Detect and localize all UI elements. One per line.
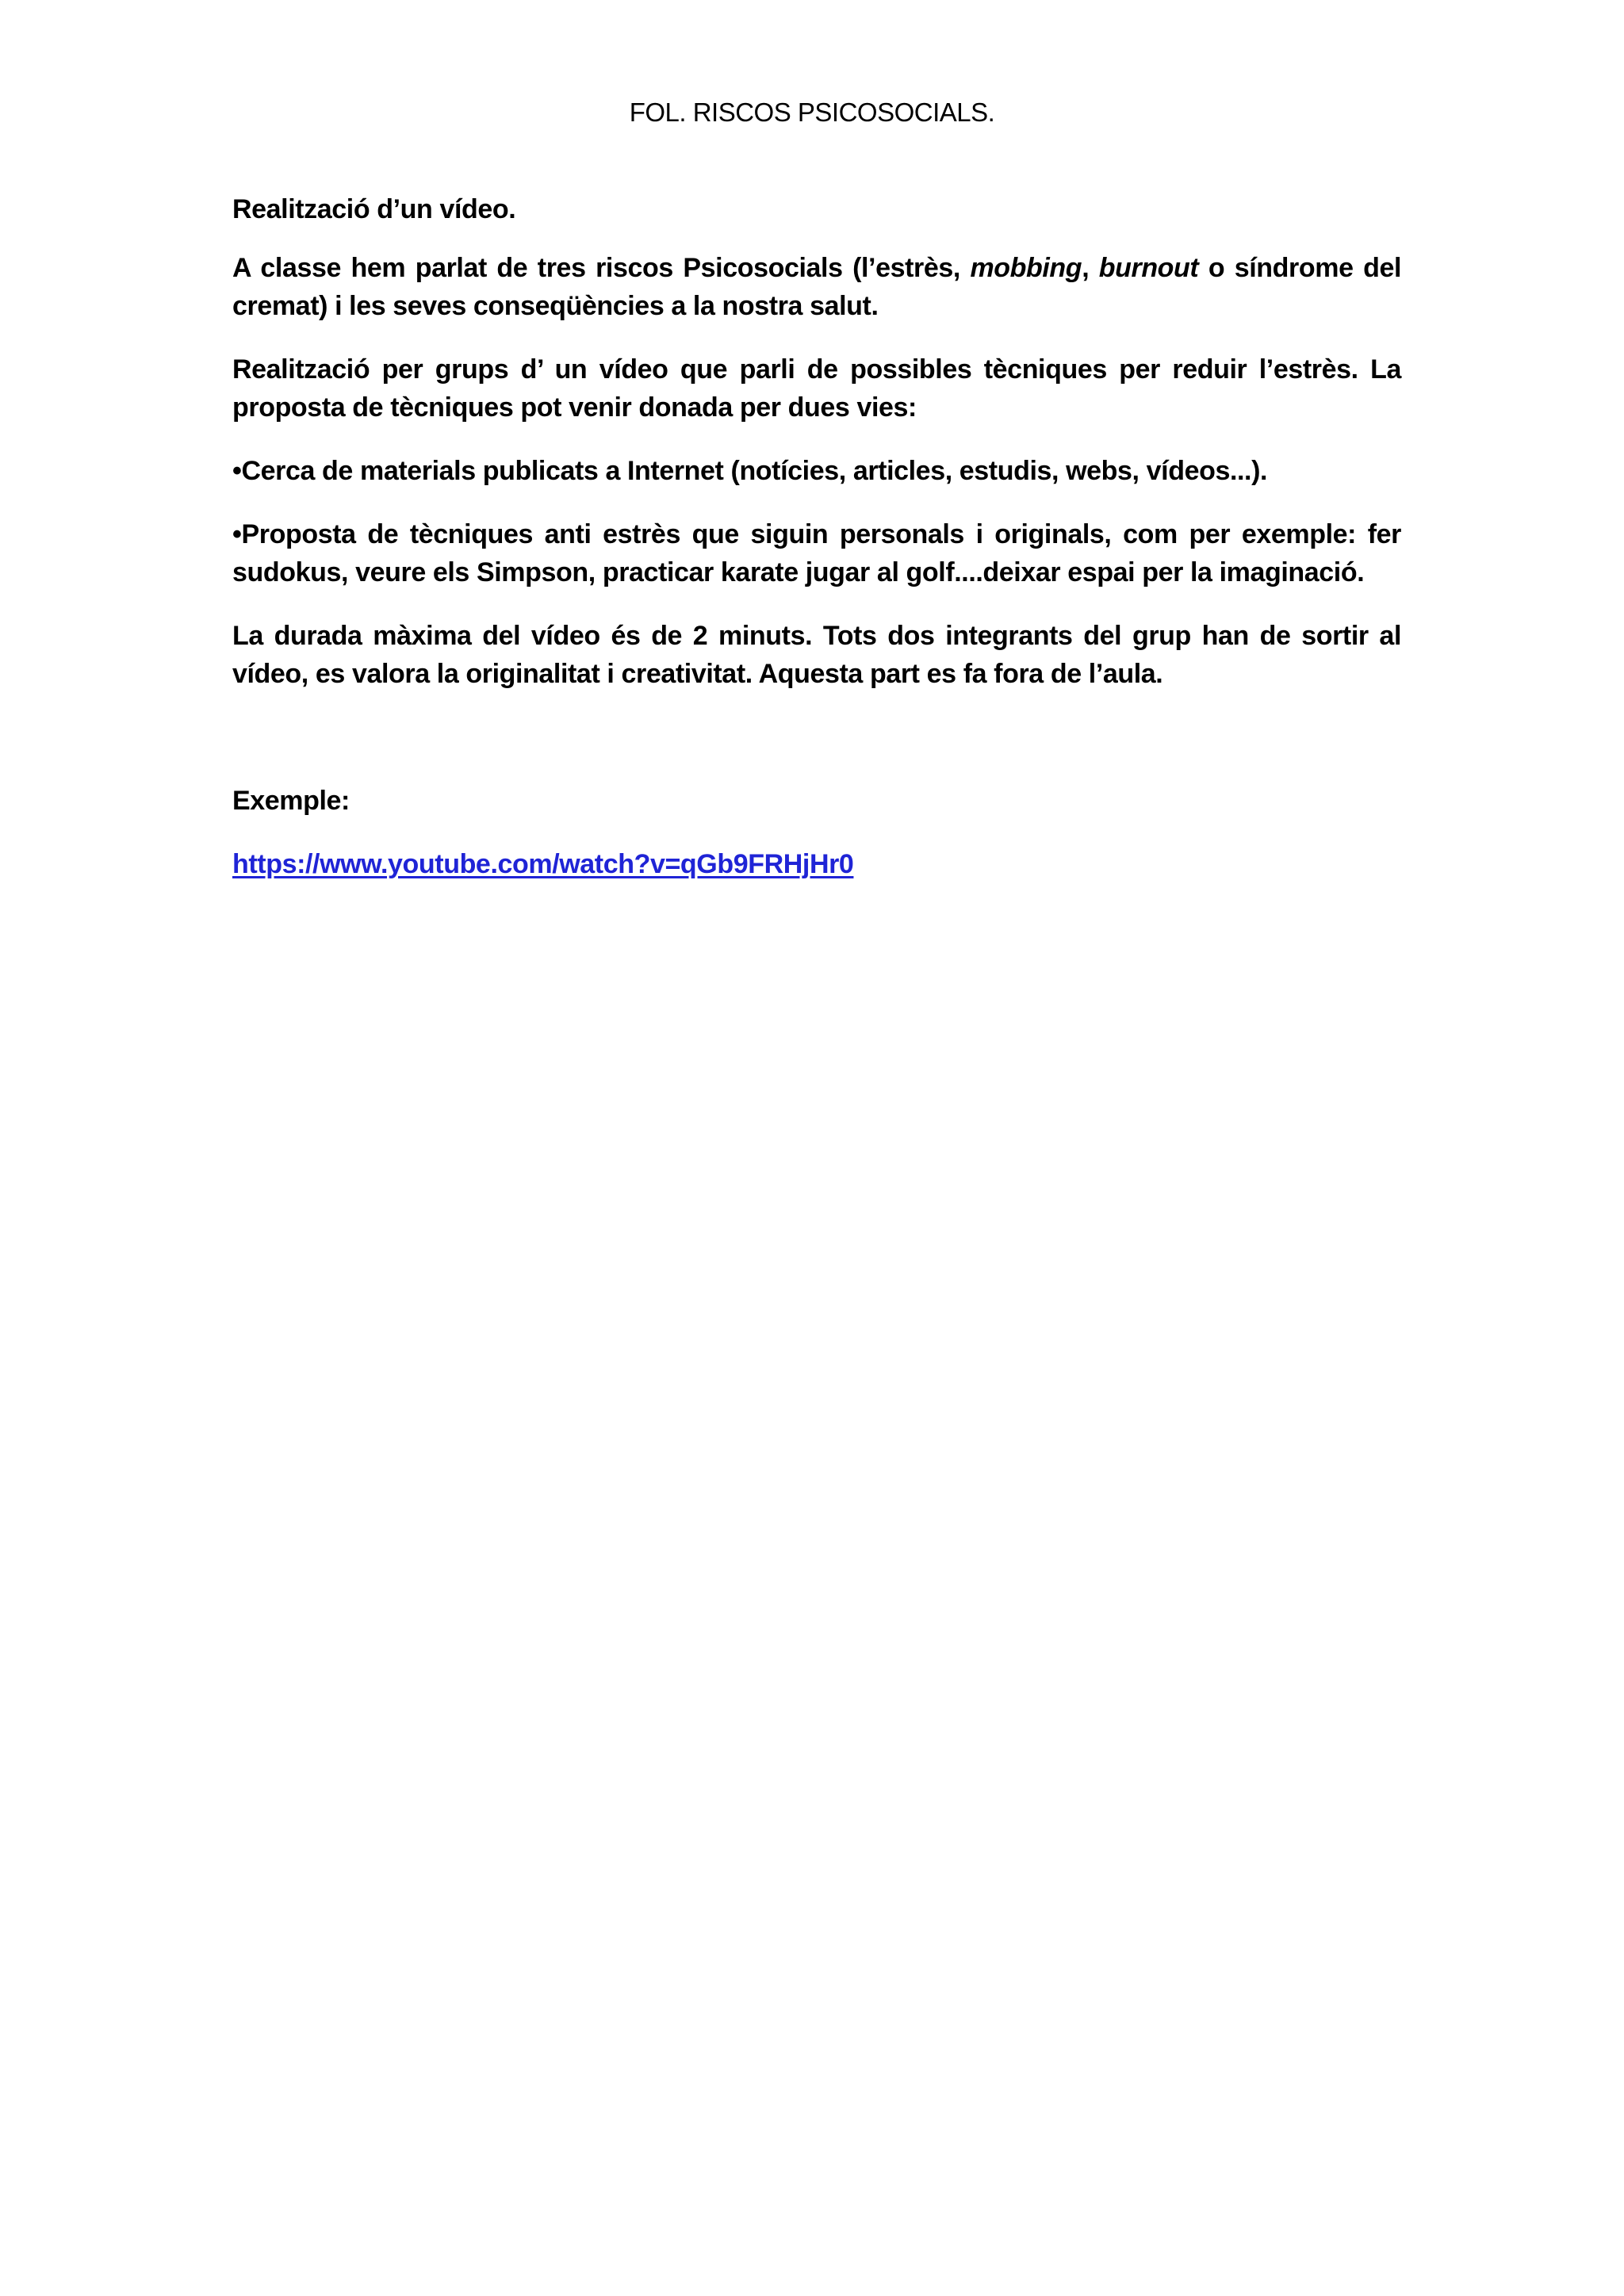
example-label: Exemple: (232, 786, 350, 816)
bullet-item-techniques: •Proposta de tècniques anti estrès que siguin personals i originals, com per exemple: fer sudokus, veure els Simpson, practicar karate jugar al golf....deixar espai per la imaginació. (232, 519, 1401, 587)
page-header: FOL. RISCOS PSICOSOCIALS. (629, 98, 995, 127)
document-title: Realització d’un vídeo. (232, 194, 516, 224)
paragraph-intro-text-2: , (1082, 253, 1099, 283)
term-burnout: burnout (1098, 253, 1199, 283)
term-mobbing: mobbing (970, 253, 1082, 283)
example-link-line (232, 845, 1401, 883)
paragraph-intro-text-3: o síndrome del cremat) i les seves conseqüències a la nostra salut. (232, 253, 1402, 321)
paragraph-intro (232, 249, 1401, 325)
document-body (232, 190, 1401, 909)
paragraph-task: Realització per grups d’ un vídeo que parli de possibles tècniques per reduir l’estrès. La proposta de tècniques pot venir donada per dues vies: (232, 354, 1401, 423)
example-video-link[interactable]: https://www.youtube.com/watch?v=qGb9FRHjHr0 (232, 849, 854, 879)
bullet-item-research: •Cerca de materials publicats a Internet (notícies, articles, estudis, webs, vídeos...). (232, 456, 1268, 486)
paragraph-duration: La durada màxima del vídeo és de 2 minuts. Tots dos integrants del grup han de sortir al vídeo, es valora la originalitat i creativitat. Aquesta part es fa fora de l’aula. (232, 621, 1401, 689)
paragraph-intro-text-1: A classe hem parlat de tres riscos Psicosocials (l’estrès, (232, 253, 971, 283)
section-spacer (232, 718, 1401, 782)
